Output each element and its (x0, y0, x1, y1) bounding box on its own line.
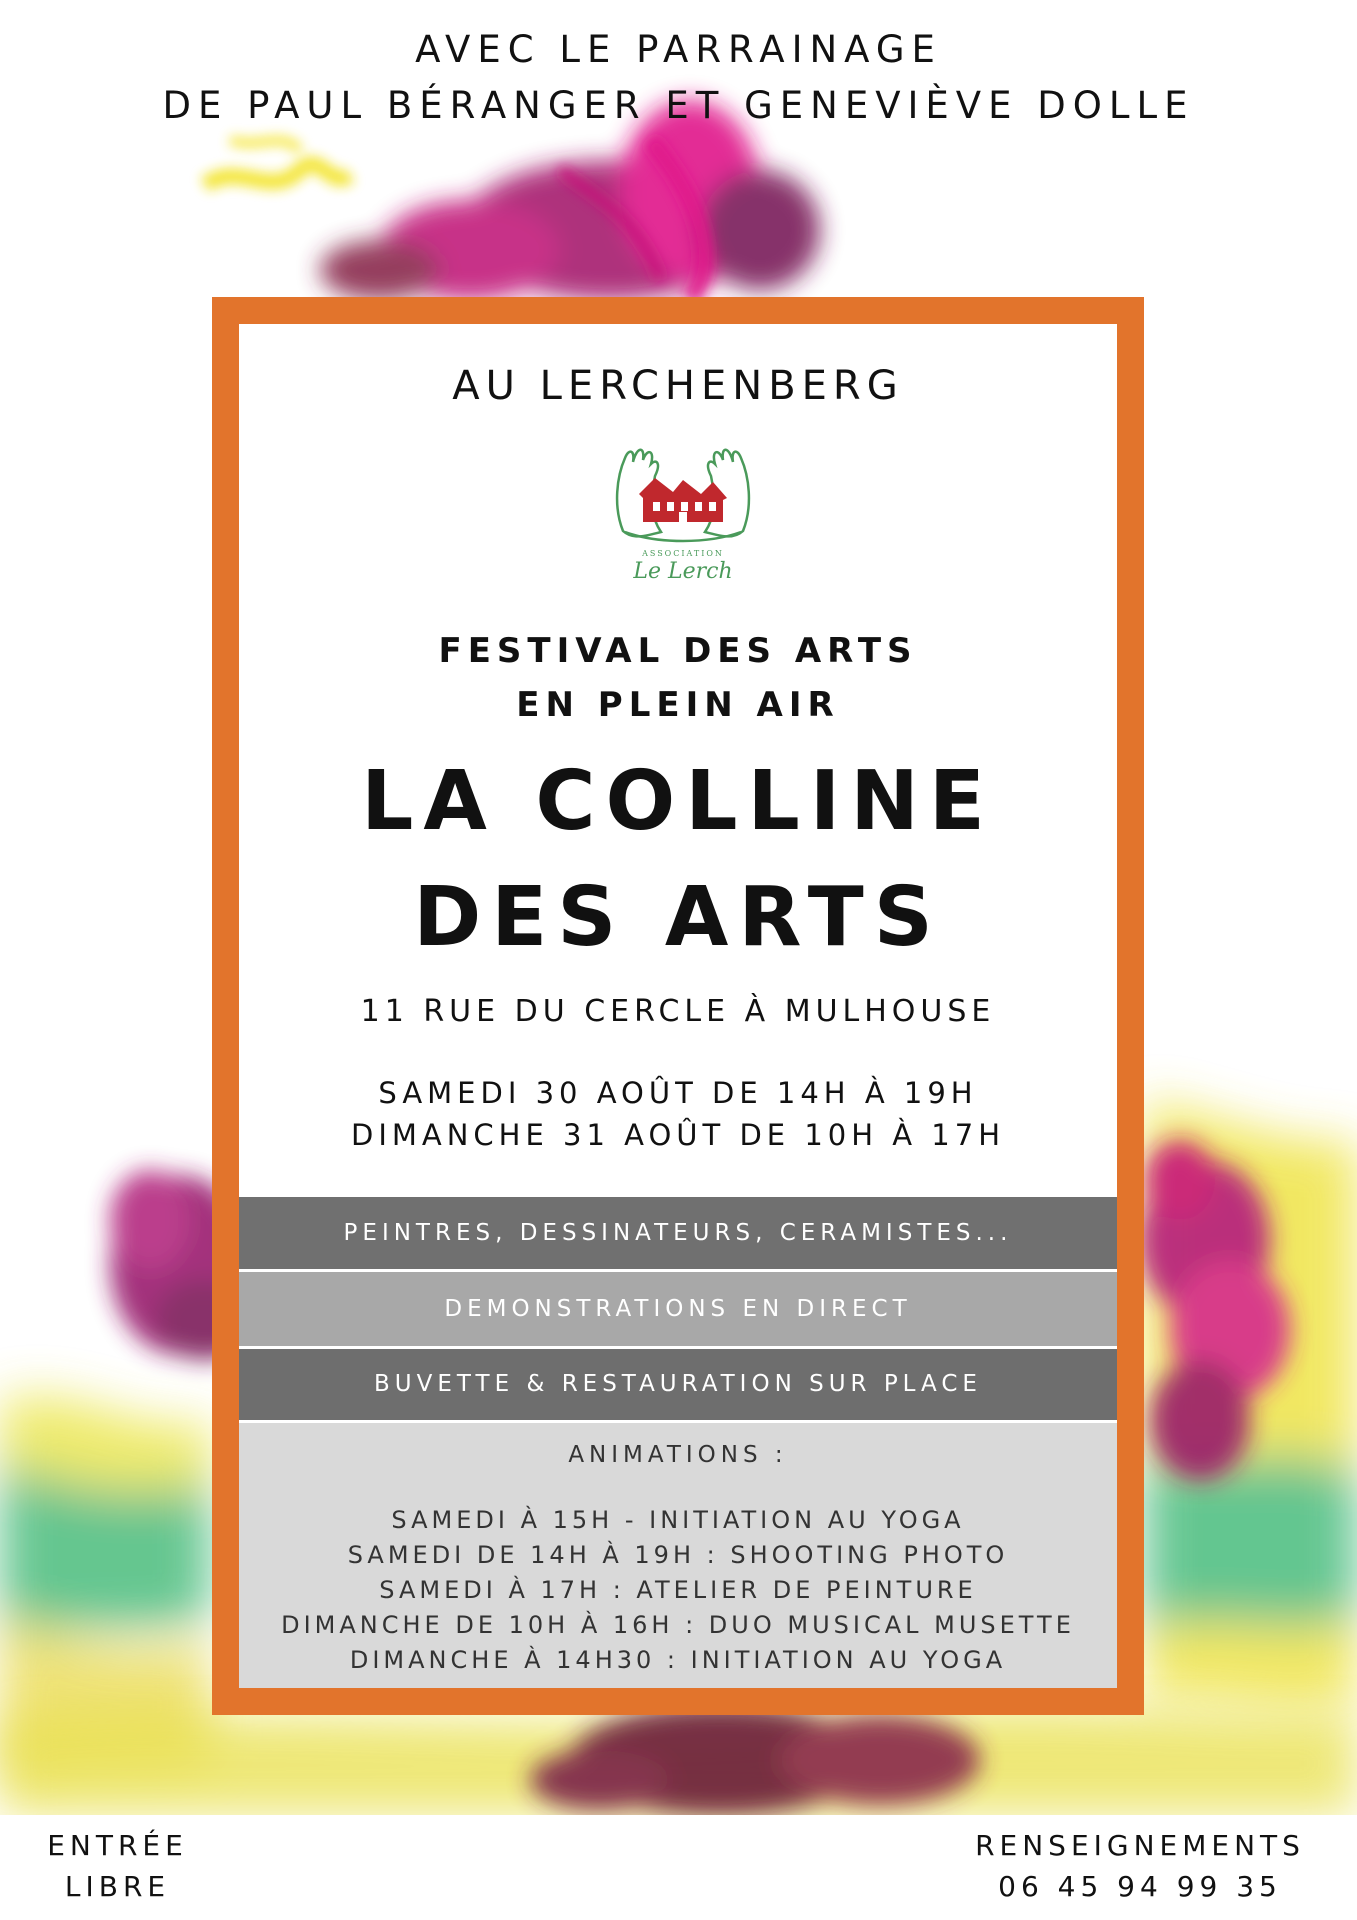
venue-heading: AU LERCHENBERG (452, 363, 904, 409)
event-title-line-1: LA COLLINE (361, 754, 995, 849)
info-panel (239, 324, 1117, 1688)
animation-item: SAMEDI À 15H - INITIATION AU YOGA (391, 1506, 965, 1534)
date-sunday: DIMANCHE 31 AOÛT DE 10H À 17H (350, 1118, 1006, 1152)
refreshments-band: BUVETTE & RESTAURATION SUR PLACE (239, 1349, 1117, 1420)
festival-subtitle (239, 624, 1117, 732)
sponsorship-header (0, 22, 1357, 134)
sponsorship-line-1: AVEC LE PARRAINAGE (415, 28, 942, 71)
festival-line-1: FESTIVAL DES ARTS (438, 631, 918, 671)
animations-list (239, 1503, 1117, 1678)
festival-line-2: EN PLEIN AIR (516, 685, 840, 725)
contact-info (950, 1825, 1330, 1907)
free-entry (30, 1825, 205, 1907)
logo-name: Le Lerch (633, 559, 733, 584)
association-logo (603, 436, 763, 586)
artists-band: PEINTRES, DESSINATEURS, CERAMISTES... (239, 1197, 1117, 1269)
date-saturday: SAMEDI 30 AOÛT DE 14H À 19H (378, 1076, 978, 1110)
animations-section (239, 1423, 1117, 1688)
contact-label: RENSEIGNEMENTS (975, 1829, 1305, 1862)
demonstrations-band: DEMONSTRATIONS EN DIRECT (239, 1272, 1117, 1346)
animation-item: SAMEDI DE 14H À 19H : SHOOTING PHOTO (347, 1541, 1009, 1569)
animation-item: SAMEDI À 17H : ATELIER DE PEINTURE (379, 1576, 977, 1604)
event-title-line-2: DES ARTS (413, 870, 943, 965)
sponsorship-line-2: DE PAUL BÉRANGER ET GENEVIÈVE DOLLE (162, 84, 1195, 127)
free-entry-line-1: ENTRÉE (47, 1829, 188, 1862)
animation-item: DIMANCHE DE 10H À 16H : DUO MUSICAL MUSETTE (281, 1611, 1075, 1639)
free-entry-line-2: LIBRE (64, 1870, 171, 1903)
animation-item: DIMANCHE À 14H30 : INITIATION AU YOGA (349, 1646, 1007, 1674)
event-address: 11 RUE DU CERCLE À MULHOUSE (360, 994, 996, 1029)
event-dates (239, 1072, 1117, 1156)
logo-small-text: ASSOCIATION (642, 549, 724, 558)
animations-title: ANIMATIONS : (568, 1442, 788, 1468)
event-title (239, 744, 1117, 976)
house-between-hands-icon (603, 436, 763, 586)
contact-phone: 06 45 94 99 35 (998, 1870, 1282, 1903)
